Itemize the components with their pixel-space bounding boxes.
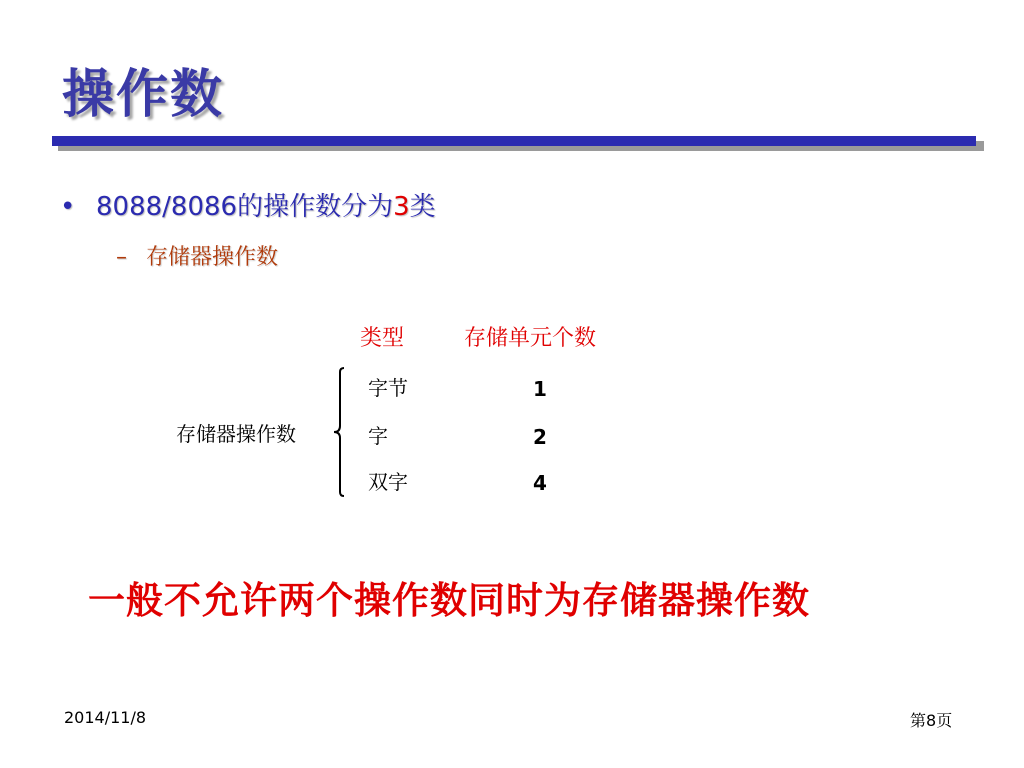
title-rule: [52, 136, 976, 146]
bullet-marker: •: [60, 192, 76, 222]
emphasis-note: 一般不允许两个操作数同时为存储器操作数: [88, 579, 810, 622]
table-header-count: 存储单元个数: [464, 326, 597, 351]
bullet-level2: [116, 240, 278, 271]
bullet-text: 8088/8086的操作数分为: [96, 192, 394, 222]
table-row-type: 字: [368, 424, 388, 448]
table-row-count: 4: [533, 471, 547, 495]
table-header-type: 类型: [360, 326, 405, 351]
footer-date: 2014/11/8: [64, 708, 147, 727]
left-brace-icon: [326, 366, 348, 498]
bullet-text-suffix: 类: [409, 192, 436, 222]
table-row-count: 1: [533, 377, 547, 401]
group-label: 存储器操作数: [176, 422, 296, 446]
bullet-level1: [60, 186, 436, 223]
table-row-type: 字节: [368, 376, 408, 400]
table-row-type: 双字: [368, 470, 408, 494]
bullet-highlight-number: 3: [393, 192, 410, 222]
page-number: 8: [926, 711, 937, 730]
table-row-count: 2: [533, 425, 547, 449]
sub-bullet-marker: –: [116, 245, 127, 270]
slide-title: 操作数: [62, 65, 225, 125]
sub-bullet-text: 存储器操作数: [146, 245, 279, 270]
footer-page-number: [910, 708, 952, 731]
page-suffix: 页: [936, 711, 953, 730]
page-prefix: 第: [910, 711, 927, 730]
